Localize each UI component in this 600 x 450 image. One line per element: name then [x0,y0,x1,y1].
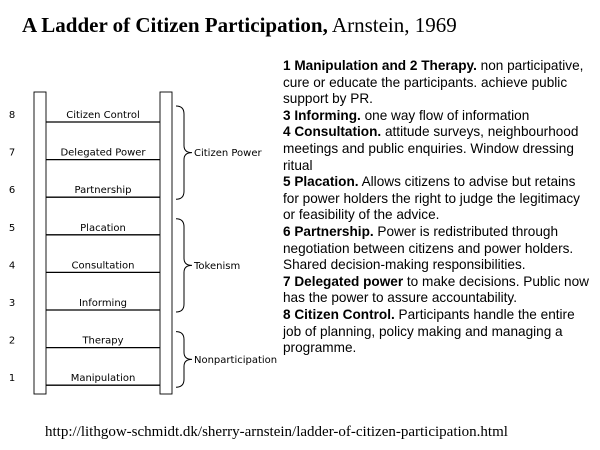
group-brace [176,332,192,388]
rung-number: 6 [8,185,16,197]
group-label: Tokenism [194,260,241,272]
group-brace [176,219,192,312]
rung-label: Citizen Control [66,110,140,121]
rung-description-text: one way flow of information [360,107,530,123]
rung-description [283,124,595,174]
rung-number: 2 [8,335,16,347]
rung-label: Manipulation [70,373,136,385]
rung-label: Delegated Power [60,147,146,159]
rung-label: Partnership [74,185,132,197]
rung-label: Informing [78,298,128,309]
rung-description [283,307,595,357]
rung-number: 7 [8,147,16,159]
ladder-rail-right [160,92,172,394]
rung-description-heading: 8 Citizen Control. [283,306,395,322]
rung-number: 4 [8,260,16,272]
rung-number: 3 [8,298,16,309]
title-main: A Ladder of Citizen Participation, [22,13,328,37]
rung-description-text: Power is redistributed through negotiation between citizens and power holders. Shared decision-making responsibilities. [283,223,574,273]
title-author-year: Arnstein, 1969 [327,13,457,37]
group-label: Nonparticipation [194,354,278,366]
rung-number: 8 [8,110,16,121]
rung-descriptions [283,58,595,357]
rung-description-heading: 4 Consultation. [283,124,382,140]
rung-description-heading: 6 Partnership. [283,223,374,239]
rung-label: Consultation [71,260,135,272]
rung-description-heading: 1 Manipulation and 2 Therapy. [283,58,477,73]
rung-description-text: attitude surveys, neighbourhood meetings and public enquiries. Window dressing ritual [283,124,579,173]
source-url: http://lithgow-schmidt.dk/sherry-arnstein/ladder-of-citizen-participation.html [45,424,508,440]
rung-description-text: non participative, cure or educate the participants. achieve public support by PR. [283,58,584,107]
rung-description-heading: 3 Informing. [283,107,361,123]
rung-description-text: Allows citizens to advise but retains for power holders the right to judge the legitimacy or feasibility of the advice. [283,174,580,223]
rung-description [283,174,595,224]
rung-label: Placation [80,222,126,234]
rung-description-text: to make decisions. Public now has the power to assure accountability. [283,273,589,306]
rung-description-heading: 5 Placation. [283,174,359,190]
rung-description [283,58,595,108]
rung-description-heading: 7 Delegated power [283,273,404,289]
group-brace [176,106,192,199]
rung-number: 1 [8,373,16,385]
group-label: Citizen Power [194,148,262,160]
rung-description [283,224,595,274]
rung-description [283,108,595,125]
rung-description-text: Participants handle the entire job of planning, policy making and managing a programme. [283,306,575,356]
rung-number: 5 [8,222,16,234]
ladder-diagram [0,0,280,420]
ladder-rail-left [34,92,46,394]
rung-label: Therapy [82,335,124,347]
rung-description [283,274,595,307]
